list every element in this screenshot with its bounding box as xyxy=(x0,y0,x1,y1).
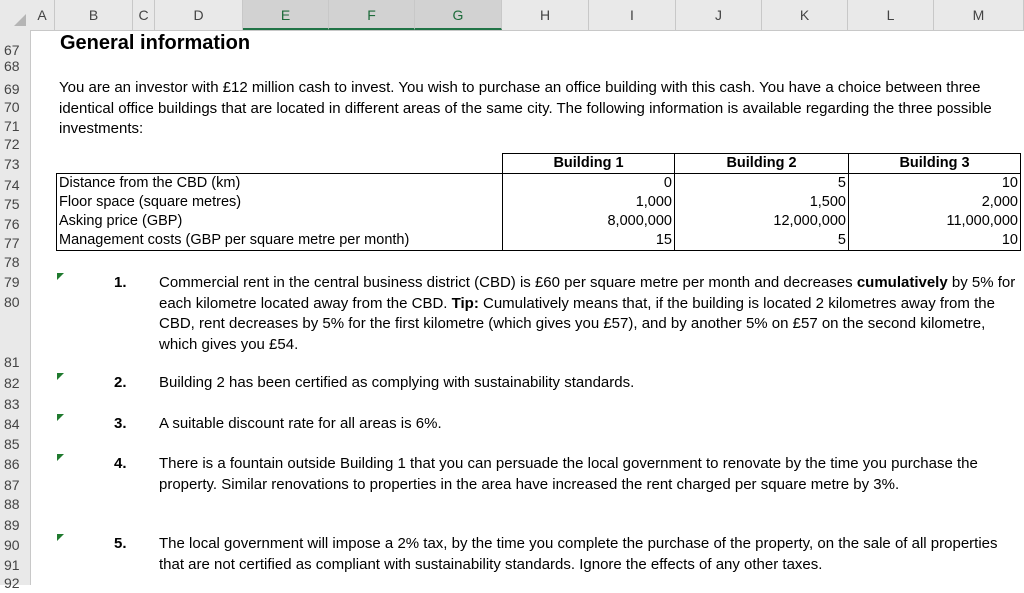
row-header[interactable]: 67 xyxy=(4,42,20,58)
row-header[interactable]: 80 xyxy=(4,294,20,310)
table-header-blank[interactable] xyxy=(57,154,503,174)
column-header-i[interactable]: I xyxy=(589,0,676,30)
row-label-management-costs[interactable]: Management costs (GBP per square metre per month) xyxy=(57,231,503,251)
column-header-c[interactable]: C xyxy=(133,0,155,30)
row-header[interactable]: 86 xyxy=(4,456,20,472)
cell-value[interactable]: 5 xyxy=(675,231,849,251)
note-text[interactable] xyxy=(159,273,1019,355)
buildings-table xyxy=(56,153,1021,251)
row-header[interactable]: 76 xyxy=(4,216,20,232)
cell-value[interactable]: 0 xyxy=(503,174,675,194)
column-header-f[interactable]: F xyxy=(329,0,415,30)
row-header[interactable]: 79 xyxy=(4,274,20,290)
column-header-bar xyxy=(0,0,1024,31)
note-text-part: Commercial rent in the central business district (CBD) is £60 per square metre per month and decreases xyxy=(159,274,857,291)
row-label-distance[interactable]: Distance from the CBD (km) xyxy=(57,174,503,194)
cell-value[interactable]: 10 xyxy=(849,231,1021,251)
row-header[interactable]: 73 xyxy=(4,156,20,172)
row-header[interactable]: 69 xyxy=(4,81,20,97)
note-text[interactable]: The local government will impose a 2% tax, by the time you complete the purchase of the property, on the sale of all properties that are not certified as compliant with sustainability standards. Ignore the effects of any other taxes. xyxy=(159,535,998,573)
column-header-h[interactable]: H xyxy=(502,0,589,30)
column-header-a[interactable]: A xyxy=(30,0,55,30)
cell-value[interactable]: 15 xyxy=(503,231,675,251)
intro-text[interactable]: You are an investor with £12 million cash to invest. You wish to purchase an office building with this cash. You have a choice between three identical office buildings that are located in different areas of the same city. The following information is available regarding the three possible investments: xyxy=(59,79,992,137)
row-header[interactable]: 87 xyxy=(4,477,20,493)
note-text-part: Cumulatively means that, if the building is located 2 kilometres away from the CBD, rent decreases by 5% for the first kilometre (which gives you £57), and by another 5% on £57 on the second kilometre, which gives you £54. xyxy=(159,294,995,353)
column-header-e[interactable]: E xyxy=(243,0,329,30)
note-number: 4. xyxy=(114,455,127,472)
table-header-building-1[interactable]: Building 1 xyxy=(503,154,675,174)
row-header[interactable]: 91 xyxy=(4,557,20,573)
comment-indicator-icon[interactable] xyxy=(57,273,64,280)
cell-value[interactable]: 5 xyxy=(675,174,849,194)
row-header[interactable]: 82 xyxy=(4,375,20,391)
note-tip-label: Tip: xyxy=(451,294,479,312)
row-header[interactable]: 72 xyxy=(4,136,20,152)
row-header[interactable]: 90 xyxy=(4,537,20,553)
cell-value[interactable]: 1,000 xyxy=(503,193,675,212)
note-number: 3. xyxy=(114,415,127,432)
note-number: 5. xyxy=(114,535,127,552)
row-header-bar xyxy=(0,30,31,591)
column-header-b[interactable]: B xyxy=(55,0,133,30)
cell-value[interactable]: 2,000 xyxy=(849,193,1021,212)
row-header[interactable]: 70 xyxy=(4,99,20,115)
cell-value[interactable]: 11,000,000 xyxy=(849,212,1021,231)
row-header[interactable]: 89 xyxy=(4,517,20,533)
row-header[interactable]: 68 xyxy=(4,58,20,74)
row-header[interactable]: 84 xyxy=(4,416,20,432)
note-text[interactable]: There is a fountain outside Building 1 that you can persuade the local government to renovate by the time you purchase the property. Similar renovations to properties in the area have increased the rent charged per square metre by 3%. xyxy=(159,455,978,493)
comment-indicator-icon[interactable] xyxy=(57,454,64,461)
column-header-j[interactable]: J xyxy=(676,0,762,30)
table-header-building-3[interactable]: Building 3 xyxy=(849,154,1021,174)
row-header[interactable]: 78 xyxy=(4,254,20,270)
row-header[interactable]: 88 xyxy=(4,496,20,512)
sheet-title[interactable]: General information xyxy=(60,32,251,54)
row-header[interactable]: 71 xyxy=(4,118,20,134)
note-number: 1. xyxy=(114,274,127,291)
cell-value[interactable]: 1,500 xyxy=(675,193,849,212)
column-header-g[interactable]: G xyxy=(415,0,502,30)
row-header[interactable]: 92 xyxy=(4,575,20,591)
note-number: 2. xyxy=(114,374,127,391)
cell-value[interactable]: 8,000,000 xyxy=(503,212,675,231)
note-text-part: by 5% for each kilometre located away from the CBD. xyxy=(159,274,1016,312)
column-header-d[interactable]: D xyxy=(155,0,243,30)
cell-value[interactable]: 12,000,000 xyxy=(675,212,849,231)
comment-indicator-icon[interactable] xyxy=(57,373,64,380)
table-header-building-2[interactable]: Building 2 xyxy=(675,154,849,174)
row-header[interactable]: 77 xyxy=(4,235,20,251)
row-header[interactable]: 85 xyxy=(4,436,20,452)
note-text-bold: cumulatively xyxy=(856,274,948,291)
column-header-k[interactable]: K xyxy=(762,0,848,30)
column-header-m[interactable]: M xyxy=(934,0,1024,30)
row-label-floor-space[interactable]: Floor space (square metres) xyxy=(57,193,503,212)
select-all-corner[interactable] xyxy=(0,0,30,30)
row-header[interactable]: 75 xyxy=(4,196,20,212)
cell-value[interactable]: 10 xyxy=(849,174,1021,194)
comment-indicator-icon[interactable] xyxy=(57,414,64,421)
row-header[interactable]: 74 xyxy=(4,177,20,193)
row-label-asking-price[interactable]: Asking price (GBP) xyxy=(57,212,503,231)
note-text[interactable]: A suitable discount rate for all areas is 6%. xyxy=(159,415,442,432)
comment-indicator-icon[interactable] xyxy=(57,534,64,541)
select-all-triangle-icon xyxy=(14,14,26,26)
row-header[interactable]: 83 xyxy=(4,396,20,412)
column-header-l[interactable]: L xyxy=(848,0,934,30)
row-header[interactable]: 81 xyxy=(4,354,20,370)
note-text[interactable]: Building 2 has been certified as complying with sustainability standards. xyxy=(159,374,635,391)
